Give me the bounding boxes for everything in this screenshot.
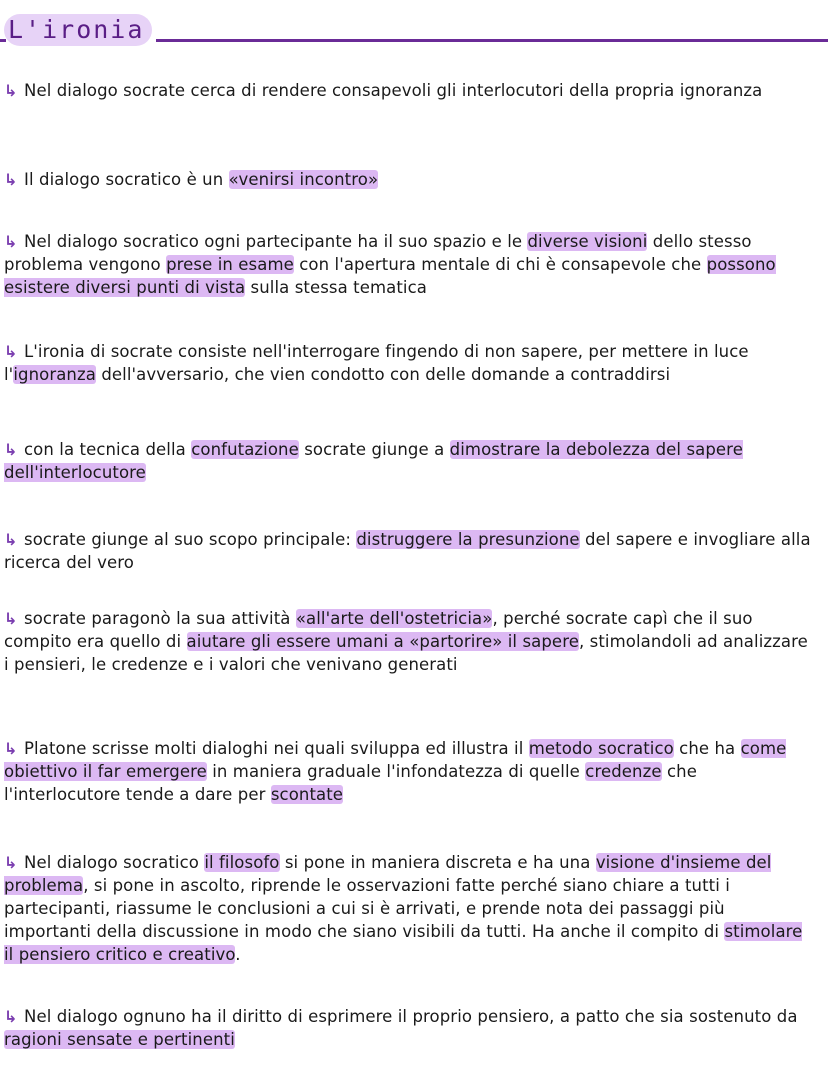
highlighted-text: diverse visioni: [527, 232, 648, 251]
title-underline-left: [0, 39, 6, 42]
note-item: [4, 340, 814, 386]
note-item: [4, 737, 814, 806]
note-text: sulla stessa tematica: [245, 278, 428, 297]
note-text: socrate paragonò la sua attività: [24, 609, 296, 628]
arrow-icon: ↳: [4, 170, 18, 189]
note-text: , perché socrate capì che il suo compito era quello di: [4, 609, 753, 651]
note-text: Nel dialogo ognuno ha il diritto di esprimere il proprio pensiero, a patto che sia sostenuto da: [24, 1007, 798, 1026]
note-text: con la tecnica della: [24, 440, 192, 459]
note-item: [4, 1005, 814, 1051]
page-title: L'ironia: [4, 14, 152, 46]
highlighted-text: dimostrare la debolezza del sapere dell'interlocutore: [4, 440, 743, 482]
note-text: che l'interlocutore tende a dare per: [4, 762, 697, 804]
highlighted-text: prese in esame: [166, 255, 294, 274]
note-text: .: [235, 945, 241, 964]
highlighted-text: aiutare gli essere umani a «partorire» il sapere: [186, 632, 579, 651]
arrow-icon: ↳: [4, 342, 18, 361]
arrow-icon: ↳: [4, 853, 18, 872]
highlighted-text: il filosofo: [204, 853, 280, 872]
highlighted-text: distruggere la presunzione: [356, 530, 580, 549]
note-text: , stimolandoli ad analizzare i pensieri, le credenze e i valori che venivano generati: [4, 632, 808, 674]
arrow-icon: ↳: [4, 81, 18, 100]
note-text: Il dialogo socratico è un: [24, 170, 229, 189]
arrow-icon: ↳: [4, 609, 18, 628]
highlighted-text: «venirsi incontro»: [228, 170, 379, 189]
note-text: del sapere e invogliare alla ricerca del vero: [4, 530, 811, 572]
note-text: Nel dialogo socratico: [24, 853, 205, 872]
note-text: Nel dialogo socrate cerca di rendere consapevoli gli interlocutori della propria ignoranza: [24, 81, 763, 100]
highlighted-text: «all'arte dell'ostetricia»: [295, 609, 493, 628]
note-text: , si pone in ascolto, riprende le osservazioni fatte perché siano chiare a tutti i partecipanti, riassume le conclusioni a cui si è arrivati, e prende nota dei passaggi più importanti della discussione in modo che siano visibili da tutti. Ha anche il compito di: [4, 876, 730, 941]
highlighted-text: visione d'insieme del problema: [4, 853, 772, 895]
highlighted-text: credenze: [585, 762, 662, 781]
title-underline: [156, 39, 828, 42]
note-item: [4, 607, 814, 676]
note-text: Platone scrisse molti dialoghi nei quali sviluppa ed illustra il: [24, 739, 529, 758]
note-text: socrate giunge al suo scopo principale:: [24, 530, 357, 549]
note-text: che ha: [673, 739, 741, 758]
note-text: in maniera graduale l'infondatezza di quelle: [206, 762, 586, 781]
note-item: [4, 851, 814, 966]
note-text: con l'apertura mentale di chi è consapevole che: [293, 255, 707, 274]
arrow-icon: ↳: [4, 232, 18, 251]
note-text: dello stesso problema vengono: [4, 232, 752, 274]
highlighted-text: possono esistere diversi punti di vista: [4, 255, 776, 297]
highlighted-text: scontate: [270, 785, 344, 804]
highlighted-text: ignoranza: [13, 365, 96, 384]
highlighted-text: ragioni sensate e pertinenti: [4, 1030, 235, 1049]
highlighted-text: confutazione: [191, 440, 299, 459]
note-item: [4, 168, 814, 191]
note-text: dell'avversario, che vien condotto con delle domande a contraddirsi: [95, 365, 671, 384]
arrow-icon: ↳: [4, 1007, 18, 1026]
arrow-icon: ↳: [4, 530, 18, 549]
highlighted-text: stimolare il pensiero critico e creativo: [4, 922, 803, 964]
note-item: [4, 230, 814, 299]
note-text: socrate giunge a: [298, 440, 450, 459]
highlighted-text: metodo socratico: [528, 739, 674, 758]
highlighted-text: come obiettivo il far emergere: [4, 739, 787, 781]
note-item: [4, 438, 814, 484]
note-item: [4, 528, 814, 574]
note-text: Nel dialogo socratico ogni partecipante ha il suo spazio e le: [24, 232, 528, 251]
arrow-icon: ↳: [4, 440, 18, 459]
note-text: L'ironia di socrate consiste nell'interrogare fingendo di non sapere, per mettere in luce l': [4, 342, 749, 384]
title-header: [0, 8, 828, 48]
note-item: [4, 79, 814, 102]
note-text: si pone in maniera discreta e ha una: [279, 853, 596, 872]
arrow-icon: ↳: [4, 739, 18, 758]
